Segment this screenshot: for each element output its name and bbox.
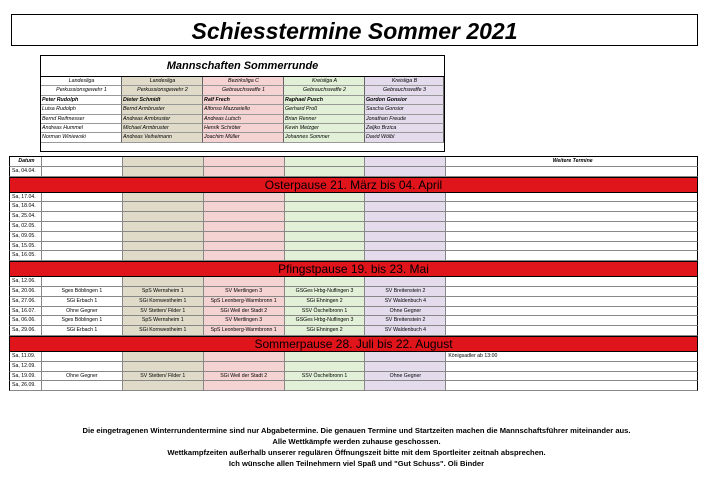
- schedule-row: [9, 316, 698, 326]
- date-cell: Sa, 06.06.: [9, 316, 42, 326]
- team-captain-cell: Dieter Schmidt: [122, 96, 203, 105]
- team-member-cell: Michael Armbruster: [122, 124, 203, 133]
- extra-event-cell: [446, 193, 698, 203]
- date-cell: Sa, 12.06.: [9, 277, 42, 287]
- extra-event-cell: [446, 316, 698, 326]
- opponent-cell: [123, 362, 204, 372]
- date-cell: Sa, 09.05.: [9, 232, 42, 242]
- opponent-cell: SGi Erbach 1: [42, 297, 123, 307]
- team-header-cell: Landesliga: [122, 77, 203, 86]
- schedule-row: [9, 372, 698, 382]
- opponent-cell: [365, 242, 446, 252]
- pause-banner: Pfingstpause 19. bis 23. Mai: [9, 261, 698, 277]
- team-member-cell: Zeljko Brzica: [365, 124, 444, 133]
- opponent-cell: [123, 222, 204, 232]
- opponent-cell: SGi Ehningen 2: [285, 297, 366, 307]
- opponent-cell: [123, 242, 204, 252]
- opponent-cell: Sges Böblingen 1: [42, 287, 123, 297]
- opponent-cell: Ohne Gegner: [42, 372, 123, 382]
- opponent-cell: [365, 193, 446, 203]
- opponent-cell: [365, 362, 446, 372]
- opponent-cell: [204, 212, 285, 222]
- note-line: Die eingetragenen Winterrundentermine sind nur Abgabetermine. Die genauen Termine und Startzeiten machen die Mannschaftsführer miteinander aus.: [82, 426, 631, 435]
- extra-event-cell: [446, 242, 698, 252]
- opponent-cell: SV Waldenbuch 4: [365, 297, 446, 307]
- opponent-cell: [123, 167, 204, 177]
- date-cell: Sa, 11.09.: [9, 352, 42, 362]
- team-header-cell: Kreisliga A: [284, 77, 365, 86]
- team-header-cell: Perkussionsgewehr 1: [41, 86, 122, 95]
- schedule-row: [9, 362, 698, 372]
- team-member-cell: Kevin Metzger: [284, 124, 365, 133]
- date-cell: Sa, 12.09.: [9, 362, 42, 372]
- schedule-row: [9, 193, 698, 203]
- opponent-cell: [42, 381, 123, 391]
- opponent-cell: SSV Öschelbronn 1: [285, 307, 366, 317]
- opponent-cell: [285, 242, 366, 252]
- opponent-cell: [123, 381, 204, 391]
- opponent-cell: [365, 222, 446, 232]
- team-member-cell: Joachim Müller: [203, 133, 284, 142]
- opponent-cell: [285, 193, 366, 203]
- team-captain-cell: Peter Rudolph: [41, 96, 122, 105]
- team-header-cell: Kreisliga B: [365, 77, 444, 86]
- schedule-row: [9, 202, 698, 212]
- schedule-row: [9, 242, 698, 252]
- opponent-cell: SGi Weil der Stadt 2: [204, 372, 285, 382]
- opponent-cell: [285, 352, 366, 362]
- opponent-cell: [285, 212, 366, 222]
- schedule-row: [9, 307, 698, 317]
- team-captain-cell: Ralf Frech: [203, 96, 284, 105]
- date-cell: Sa, 02.05.: [9, 222, 42, 232]
- team-member-cell: Gerhard Proß: [284, 105, 365, 114]
- team-roster: [40, 55, 445, 152]
- opponent-cell: [204, 362, 285, 372]
- opponent-cell: SGi Kornwestheim 1: [123, 326, 204, 336]
- team-member-cell: Norman Winiewski: [41, 133, 122, 142]
- opponent-cell: SGi Weil der Stadt 2: [204, 307, 285, 317]
- date-cell: Sa, 19.09.: [9, 372, 42, 382]
- team-column-header: [365, 157, 446, 167]
- extra-column-header: Weitere Termine: [446, 157, 698, 167]
- date-cell: Sa, 18.04.: [9, 202, 42, 212]
- date-cell: Sa, 17.04.: [9, 193, 42, 203]
- extra-event-cell: [446, 232, 698, 242]
- schedule-row: [9, 222, 698, 232]
- page-title: Schiesstermine Sommer 2021: [191, 18, 518, 44]
- team-roster-grid: [41, 77, 444, 143]
- opponent-cell: [365, 251, 446, 261]
- team-member-cell: Bernd Reifmesser: [41, 115, 122, 124]
- note-line: Wettkampfzeiten außerhalb unserer regulären Öffnungszeit bitte mit dem Sportleiter zeitnah absprechen.: [167, 448, 546, 458]
- team-header-cell: Gebrauchswaffe 1: [203, 86, 284, 95]
- extra-event-cell: [446, 222, 698, 232]
- opponent-cell: Sges Böblingen 1: [42, 316, 123, 326]
- team-column-header: [42, 157, 123, 167]
- team-header-cell: Gebrauchswaffe 2: [284, 86, 365, 95]
- opponent-cell: [123, 193, 204, 203]
- opponent-cell: SV Waldenbuch 4: [365, 326, 446, 336]
- opponent-cell: [285, 167, 366, 177]
- opponent-cell: [365, 212, 446, 222]
- team-member-cell: Andreas Veiheimann: [122, 133, 203, 142]
- extra-event-cell: [446, 307, 698, 317]
- opponent-cell: [42, 251, 123, 261]
- team-member-cell: David Wölbl: [365, 133, 444, 142]
- title-box: [11, 14, 698, 46]
- opponent-cell: [365, 352, 446, 362]
- schedule-row: [9, 326, 698, 336]
- opponent-cell: Ohne Gegner: [365, 307, 446, 317]
- opponent-cell: [365, 381, 446, 391]
- opponent-cell: [365, 202, 446, 212]
- opponent-cell: Ohne Gegner: [365, 372, 446, 382]
- schedule-row: [9, 251, 698, 261]
- opponent-cell: [204, 232, 285, 242]
- opponent-cell: [204, 277, 285, 287]
- team-member-cell: Andreas Hummel: [41, 124, 122, 133]
- opponent-cell: [285, 277, 366, 287]
- opponent-cell: SSV Öschelbronn 1: [285, 372, 366, 382]
- opponent-cell: [365, 277, 446, 287]
- pause-banner: Sommerpause 28. Juli bis 22. August: [9, 336, 698, 352]
- opponent-cell: [123, 202, 204, 212]
- schedule-row: [9, 287, 698, 297]
- opponent-cell: [42, 277, 123, 287]
- team-member-cell: Jonathan Freude: [365, 115, 444, 124]
- opponent-cell: SV Breitenstein 2: [365, 316, 446, 326]
- opponent-cell: [285, 232, 366, 242]
- schedule-header-row: [9, 156, 698, 167]
- team-member-cell: Andreas Lutsch: [203, 115, 284, 124]
- opponent-cell: [204, 193, 285, 203]
- opponent-cell: [42, 222, 123, 232]
- schedule-row: [9, 232, 698, 242]
- opponent-cell: [285, 222, 366, 232]
- team-column-header: [204, 157, 285, 167]
- team-roster-heading: Mannschaften Sommerrunde: [41, 56, 444, 77]
- date-cell: Sa, 25.04.: [9, 212, 42, 222]
- team-member-cell: Brian Renner: [284, 115, 365, 124]
- team-header-cell: Gebrauchswaffe 3: [365, 86, 444, 95]
- team-member-cell: Johannes Sommer: [284, 133, 365, 142]
- extra-event-cell: [446, 326, 698, 336]
- opponent-cell: SpS Wernsheim 1: [123, 287, 204, 297]
- opponent-cell: [204, 202, 285, 212]
- opponent-cell: [42, 242, 123, 252]
- date-cell: Sa, 16.05.: [9, 251, 42, 261]
- opponent-cell: SpS Wernsheim 1: [123, 316, 204, 326]
- schedule-row: [9, 277, 698, 287]
- opponent-cell: SpS Leonberg-Warmbronn 1: [204, 326, 285, 336]
- pause-banner: Osterpause 21. März bis 04. April: [9, 177, 698, 193]
- opponent-cell: GSGes Hrbg-Nuflingen 3: [285, 287, 366, 297]
- opponent-cell: [42, 193, 123, 203]
- opponent-cell: Ohne Gegner: [42, 307, 123, 317]
- date-cell: Sa, 16.07.: [9, 307, 42, 317]
- opponent-cell: [204, 251, 285, 261]
- opponent-cell: [204, 381, 285, 391]
- opponent-cell: [204, 167, 285, 177]
- date-cell: Sa, 29.06.: [9, 326, 42, 336]
- team-member-cell: Henrik Schröter: [203, 124, 284, 133]
- opponent-cell: SV Stetten/ Filder 1: [123, 372, 204, 382]
- opponent-cell: [204, 242, 285, 252]
- extra-event-cell: [446, 277, 698, 287]
- extra-event-cell: [446, 212, 698, 222]
- opponent-cell: SGi Erbach 1: [42, 326, 123, 336]
- extra-event-cell: [446, 362, 698, 372]
- opponent-cell: [285, 362, 366, 372]
- schedule-row: [9, 297, 698, 307]
- opponent-cell: [42, 362, 123, 372]
- team-header-cell: Bezirksliga C: [203, 77, 284, 86]
- team-column-header: [285, 157, 366, 167]
- note-line: Ich wünsche allen Teilnehmern viel Spaß und "Gut Schuss". Oli Binder: [228, 459, 485, 469]
- opponent-cell: [42, 167, 123, 177]
- opponent-cell: SV Mertlingen 3: [204, 287, 285, 297]
- team-column-header: [123, 157, 204, 167]
- team-member-cell: Andreas Armbruster: [122, 115, 203, 124]
- team-member-cell: Sascha Gonsior: [365, 105, 444, 114]
- schedule-row: [9, 167, 698, 177]
- extra-event-cell: [446, 202, 698, 212]
- date-cell: Sa, 26.09.: [9, 381, 42, 391]
- schedule-row: [9, 352, 698, 362]
- extra-event-cell: [446, 381, 698, 391]
- extra-event-cell: [446, 287, 698, 297]
- date-cell: Sa, 27.06.: [9, 297, 42, 307]
- opponent-cell: [42, 212, 123, 222]
- opponent-cell: [204, 222, 285, 232]
- date-cell: Sa, 15.05.: [9, 242, 42, 252]
- opponent-cell: SGi Ehningen 2: [285, 326, 366, 336]
- opponent-cell: SGi Kornwestheim 1: [123, 297, 204, 307]
- team-member-cell: Alfonso Mazzariello: [203, 105, 284, 114]
- schedule-row: [9, 381, 698, 391]
- opponent-cell: [123, 352, 204, 362]
- opponent-cell: [285, 202, 366, 212]
- date-column-header: Datum: [9, 157, 42, 167]
- extra-event-cell: [446, 372, 698, 382]
- opponent-cell: [123, 232, 204, 242]
- footer-notes: [0, 425, 713, 469]
- opponent-cell: SV Stetten/ Filder 1: [123, 307, 204, 317]
- opponent-cell: [42, 232, 123, 242]
- opponent-cell: [42, 202, 123, 212]
- opponent-cell: [123, 251, 204, 261]
- opponent-cell: [204, 352, 285, 362]
- team-captain-cell: Raphael Pusch: [284, 96, 365, 105]
- team-header-cell: Perkussionsgewehr 2: [122, 86, 203, 95]
- opponent-cell: [123, 277, 204, 287]
- extra-event-cell: [446, 251, 698, 261]
- date-cell: Sa, 04.04.: [9, 167, 42, 177]
- team-header-cell: Landesliga: [41, 77, 122, 86]
- opponent-cell: [42, 352, 123, 362]
- opponent-cell: [365, 232, 446, 242]
- opponent-cell: SV Breitenstein 2: [365, 287, 446, 297]
- opponent-cell: [285, 381, 366, 391]
- opponent-cell: [285, 251, 366, 261]
- opponent-cell: GSGes Hrbg-Nuflingen 3: [285, 316, 366, 326]
- extra-event-cell: Königsadler ab 13:00: [446, 352, 698, 362]
- team-member-cell: Bernd Armbruster: [122, 105, 203, 114]
- opponent-cell: SV Mertlingen 3: [204, 316, 285, 326]
- schedule-row: [9, 212, 698, 222]
- opponent-cell: [123, 212, 204, 222]
- team-captain-cell: Gordon Gonsior: [365, 96, 444, 105]
- opponent-cell: [365, 167, 446, 177]
- extra-event-cell: [446, 167, 698, 177]
- schedule-table: [9, 156, 698, 391]
- date-cell: Sa, 20.06.: [9, 287, 42, 297]
- opponent-cell: SpS Leonberg-Warmbronn 1: [204, 297, 285, 307]
- note-line: Alle Wettkämpfe werden zuhause geschossen.: [272, 437, 441, 447]
- team-member-cell: Luisa Rudolph: [41, 105, 122, 114]
- extra-event-cell: [446, 297, 698, 307]
